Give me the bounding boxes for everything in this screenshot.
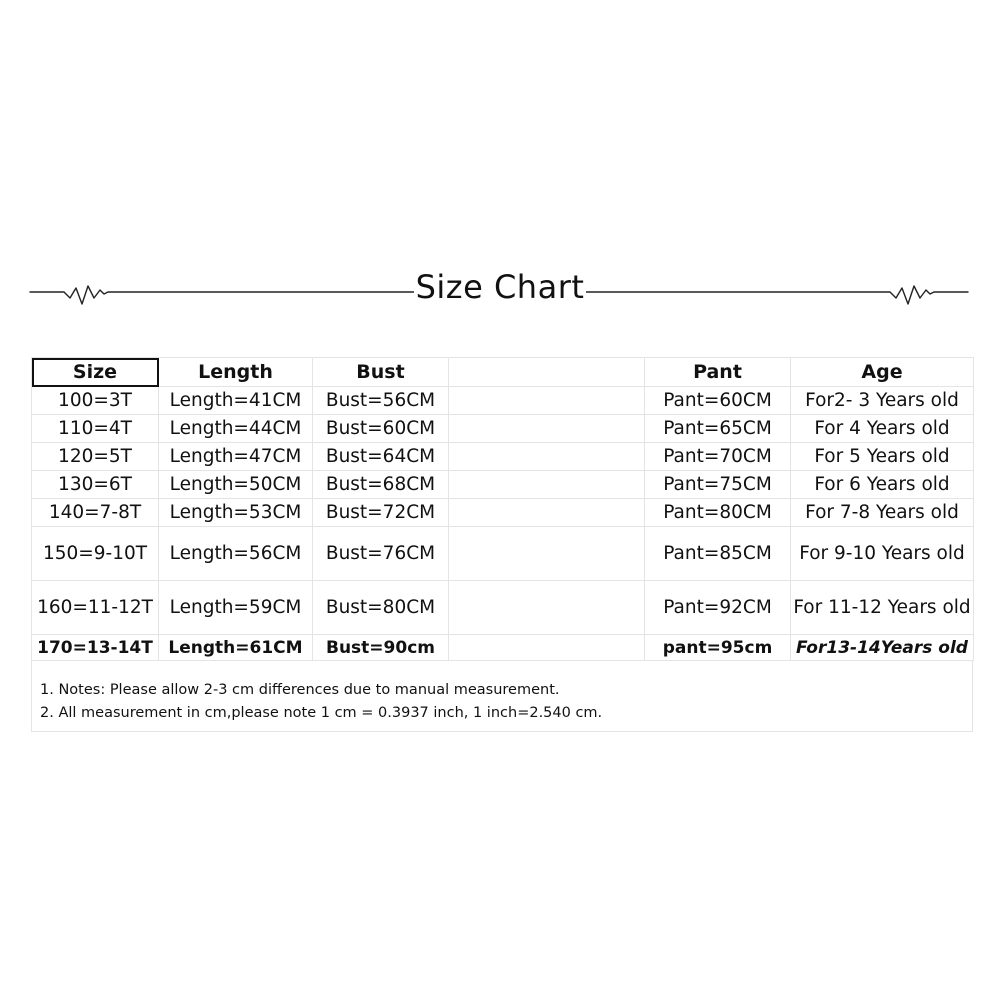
cell-length: Length=47CM: [159, 443, 313, 471]
table-header-row: [32, 358, 974, 387]
cell-size: 120=5T: [32, 443, 159, 471]
cell-age: For 9-10 Years old: [791, 527, 974, 581]
cell-empty: [449, 415, 645, 443]
cell-empty: [449, 635, 645, 661]
table-row: [32, 415, 974, 443]
cell-age: For13-14Years old: [791, 635, 974, 661]
cell-pant: Pant=80CM: [645, 499, 791, 527]
cell-age: For2- 3 Years old: [791, 387, 974, 415]
cell-size: 150=9-10T: [32, 527, 159, 581]
cell-pant: Pant=75CM: [645, 471, 791, 499]
cell-empty: [449, 471, 645, 499]
cell-size: 100=3T: [32, 387, 159, 415]
cell-empty: [449, 527, 645, 581]
cell-length: Length=50CM: [159, 471, 313, 499]
table-row: [32, 443, 974, 471]
cell-length: Length=44CM: [159, 415, 313, 443]
cell-pant: Pant=92CM: [645, 581, 791, 635]
header-cell-size[interactable]: Size: [32, 358, 159, 387]
cell-age: For 5 Years old: [791, 443, 974, 471]
page-title: Size Chart: [415, 268, 585, 306]
cell-size: 170=13-14T: [32, 635, 159, 661]
cell-pant: Pant=60CM: [645, 387, 791, 415]
size-chart-table: [31, 357, 974, 661]
cell-empty: [449, 443, 645, 471]
cell-age: For 4 Years old: [791, 415, 974, 443]
cell-pant: Pant=85CM: [645, 527, 791, 581]
cell-size: 140=7-8T: [32, 499, 159, 527]
cell-pant: Pant=70CM: [645, 443, 791, 471]
cell-bust: Bust=80CM: [313, 581, 449, 635]
size-chart-table-container: [31, 357, 973, 732]
cell-pant: Pant=65CM: [645, 415, 791, 443]
header-cell-empty: [449, 358, 645, 387]
header-cell-pant: Pant: [645, 358, 791, 387]
table-row: [32, 387, 974, 415]
table-row: [32, 499, 974, 527]
cell-age: For 6 Years old: [791, 471, 974, 499]
cell-bust: Bust=56CM: [313, 387, 449, 415]
table-row: [32, 635, 974, 661]
cell-length: Length=61CM: [159, 635, 313, 661]
cell-length: Length=56CM: [159, 527, 313, 581]
cell-empty: [449, 499, 645, 527]
cell-size: 110=4T: [32, 415, 159, 443]
cell-empty: [449, 387, 645, 415]
cell-bust: Bust=90cm: [313, 635, 449, 661]
header-cell-age: Age: [791, 358, 974, 387]
table-row: [32, 471, 974, 499]
cell-length: Length=41CM: [159, 387, 313, 415]
cell-age: For 7-8 Years old: [791, 499, 974, 527]
note-line: 1. Notes: Please allow 2-3 cm differences due to manual measurement.: [40, 682, 560, 698]
cell-bust: Bust=64CM: [313, 443, 449, 471]
header-cell-bust: Bust: [313, 358, 449, 387]
cell-size: 160=11-12T: [32, 581, 159, 635]
cell-bust: Bust=68CM: [313, 471, 449, 499]
notes-section: [31, 661, 973, 732]
cell-pant: pant=95cm: [645, 635, 791, 661]
cell-size: 130=6T: [32, 471, 159, 499]
cell-age: For 11-12 Years old: [791, 581, 974, 635]
cell-length: Length=53CM: [159, 499, 313, 527]
cell-bust: Bust=72CM: [313, 499, 449, 527]
cell-bust: Bust=76CM: [313, 527, 449, 581]
note-line: 2. All measurement in cm,please note 1 cm = 0.3937 inch, 1 inch=2.540 cm.: [40, 705, 603, 721]
table-row: [32, 527, 974, 581]
cell-length: Length=59CM: [159, 581, 313, 635]
table-row: [32, 581, 974, 635]
cell-empty: [449, 581, 645, 635]
cell-bust: Bust=60CM: [313, 415, 449, 443]
header-cell-length: Length: [159, 358, 313, 387]
